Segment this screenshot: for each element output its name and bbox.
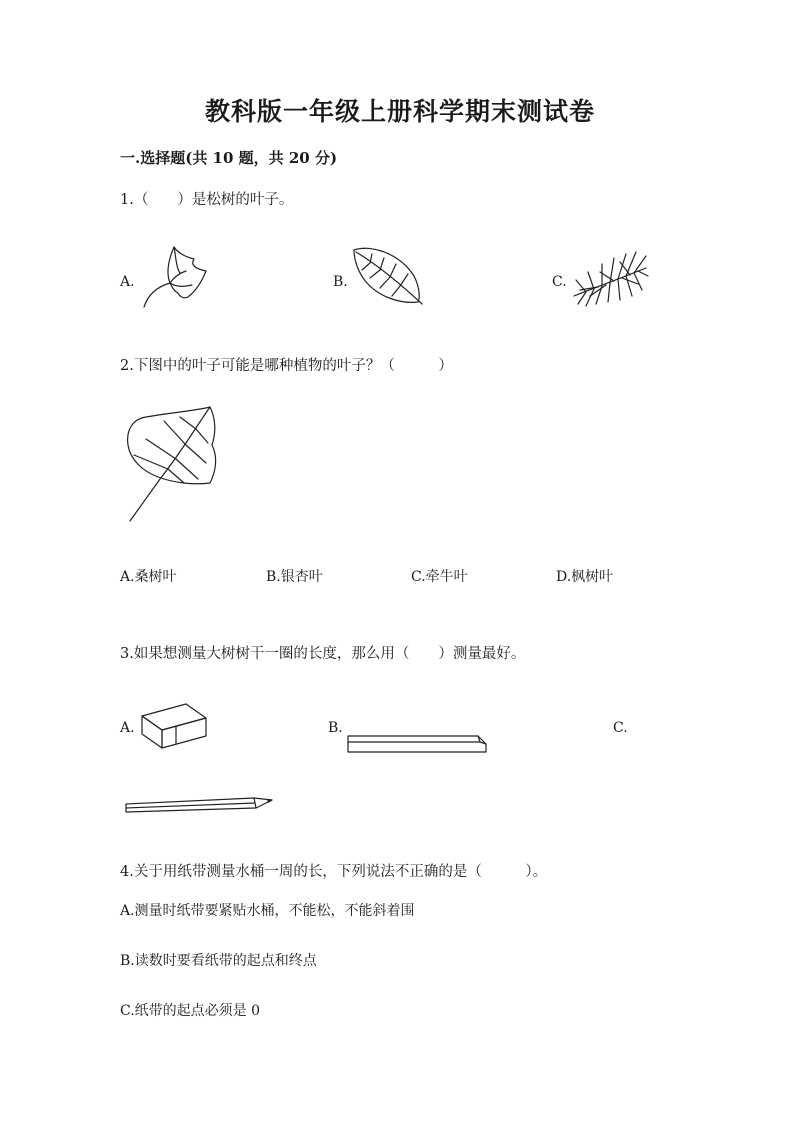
q2-option-b: B.银杏叶 [266,569,323,585]
q2-option-c: C.牵牛叶 [411,569,468,585]
eraser-icon [140,702,208,750]
heart-shaped-leaf-icon [124,405,220,525]
q4-option-c: C.纸带的起点必须是 0 [120,1003,261,1019]
q4-option-a: A.测量时纸带要紧贴水桶，不能松，不能斜着围 [120,903,415,919]
q3-option-c-label: C. [613,720,628,736]
pencil-icon [124,796,276,814]
section-heading: 一.选择题(共 10 题，共 20 分) [120,149,338,167]
q3-option-b-label: B. [328,720,343,736]
oval-leaf-icon [352,246,426,306]
q4-option-b: B.读数时要看纸带的起点和终点 [120,953,317,969]
q2-option-a: A.桑树叶 [120,569,177,585]
question-2-stem: 2.下图中的叶子可能是哪种植物的叶子？（ ） [120,358,453,374]
pine-needles-icon [572,246,650,308]
q1-option-a-label: A. [120,274,135,290]
page-title: 教科版一年级上册科学期末测试卷 [204,97,595,126]
q1-option-b-label: B. [333,274,348,290]
question-4-stem: 4.关于用纸带测量水桶一周的长，下列说法不正确的是（ ）。 [120,864,548,880]
q2-option-d: D.枫树叶 [556,569,614,585]
paper-strip-icon [346,732,490,754]
ginkgo-leaf-icon [140,243,210,309]
q1-option-c-label: C. [552,274,567,290]
question-3-stem: 3.如果想测量大树树干一圈的长度，那么用（ ）测量最好。 [120,646,526,662]
question-1-stem: 1.（ ）是松树的叶子。 [120,192,294,208]
q3-option-a-label: A. [120,720,135,736]
